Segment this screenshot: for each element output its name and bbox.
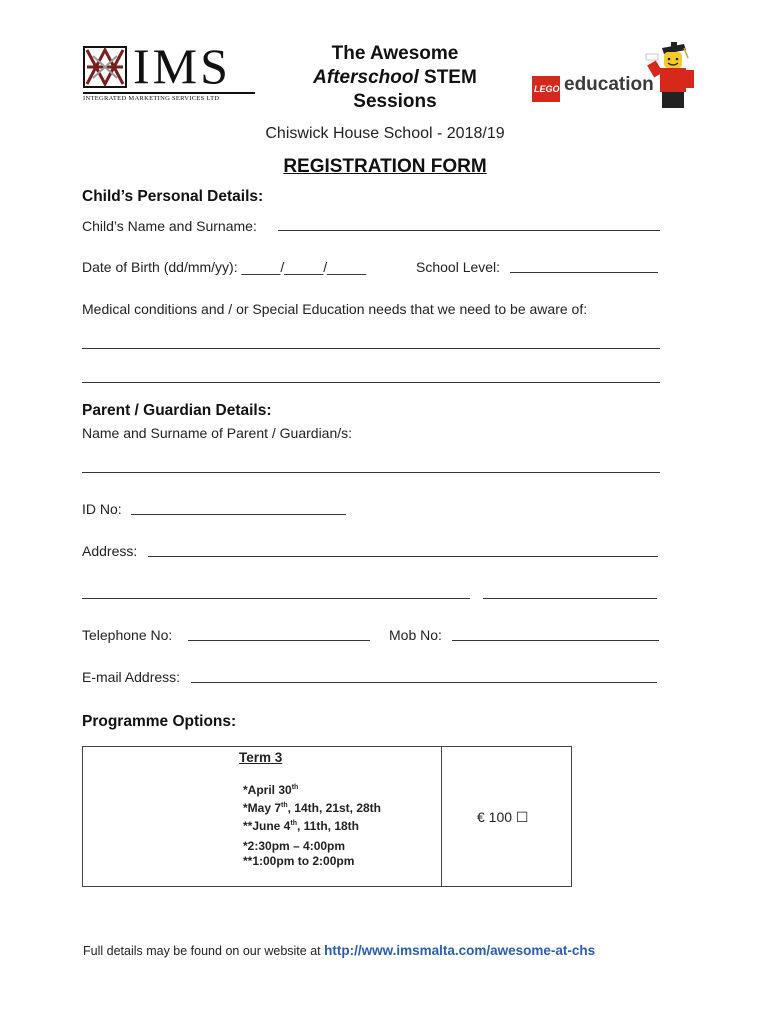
parent-name-label: Name and Surname of Parent / Guardian/s: <box>82 425 353 441</box>
ims-logo-subtext: INTEGRATED MARKETING SERVICES LTD <box>83 92 255 102</box>
term-label: Term 3 <box>239 750 283 765</box>
email-field[interactable] <box>191 682 657 683</box>
page-title <box>290 42 500 114</box>
telephone-field[interactable] <box>188 640 370 641</box>
address-label: Address: <box>82 543 138 559</box>
price-checkbox[interactable]: € 100 ☐ <box>477 809 529 825</box>
title-line-2-rest: STEM <box>418 67 477 88</box>
table-divider <box>441 747 442 886</box>
medical-field-line-2[interactable] <box>82 382 660 383</box>
session-times <box>243 839 354 869</box>
child-name-field[interactable] <box>278 230 660 231</box>
school-subtitle: Chiswick House School - 2018/19 <box>265 125 505 142</box>
parent-details-heading: Parent / Guardian Details: <box>82 402 272 419</box>
title-line-1: The Awesome <box>331 43 459 64</box>
address-field-line-2[interactable] <box>82 598 470 599</box>
medical-label: Medical conditions and / or Special Education needs that we need to be aware of: <box>82 301 588 317</box>
id-field[interactable] <box>131 514 346 515</box>
programme-table <box>82 746 572 887</box>
date-row-may: *May 7th, 14th, 21st, 28th <box>243 801 382 815</box>
school-level-field[interactable] <box>510 272 658 273</box>
ims-logo <box>83 38 259 106</box>
medical-field-line-1[interactable] <box>82 348 660 349</box>
address-field-line-1[interactable] <box>148 556 658 557</box>
mob-label: Mob No: <box>389 627 442 643</box>
footer-text: Full details may be found on our website at <box>83 944 325 958</box>
lego-brick-icon: LEGO <box>532 76 560 102</box>
child-name-label: Child’s Name and Surname: <box>82 218 257 234</box>
dob-field[interactable]: Date of Birth (dd/mm/yy): _____/_____/_____ <box>82 259 367 275</box>
id-label: ID No: <box>82 501 122 517</box>
ims-logo-text: IMS <box>133 38 231 94</box>
date-row-june: **June 4th, 11th, 18th <box>243 819 359 833</box>
email-label: E-mail Address: <box>82 669 181 685</box>
telephone-label: Telephone No: <box>82 627 173 643</box>
lego-minifigure-icon <box>644 40 702 110</box>
title-line-2 <box>290 66 500 90</box>
lego-education-logo <box>532 40 702 110</box>
school-level-label: School Level: <box>416 259 501 275</box>
session-dates <box>243 780 381 834</box>
programme-heading: Programme Options: <box>82 713 237 730</box>
footer-note <box>83 943 595 958</box>
date-row-april: *April 30th <box>243 783 299 797</box>
lego-education-word: education <box>564 74 654 95</box>
time-row-1: *2:30pm – 4:00pm <box>243 839 346 853</box>
child-details-heading: Child’s Personal Details: <box>82 188 264 205</box>
address-field-line-3[interactable] <box>483 598 657 599</box>
time-row-2: **1:00pm to 2:00pm <box>243 854 355 868</box>
title-line-3: Sessions <box>353 91 437 112</box>
mob-field[interactable] <box>452 640 659 641</box>
form-title: REGISTRATION FORM <box>283 156 487 177</box>
ims-lattice-icon <box>83 46 127 88</box>
website-link[interactable]: http://www.imsmalta.com/awesome-at-chs <box>324 943 596 958</box>
title-italic: Afterschool <box>313 67 419 88</box>
parent-name-field[interactable] <box>82 472 660 473</box>
